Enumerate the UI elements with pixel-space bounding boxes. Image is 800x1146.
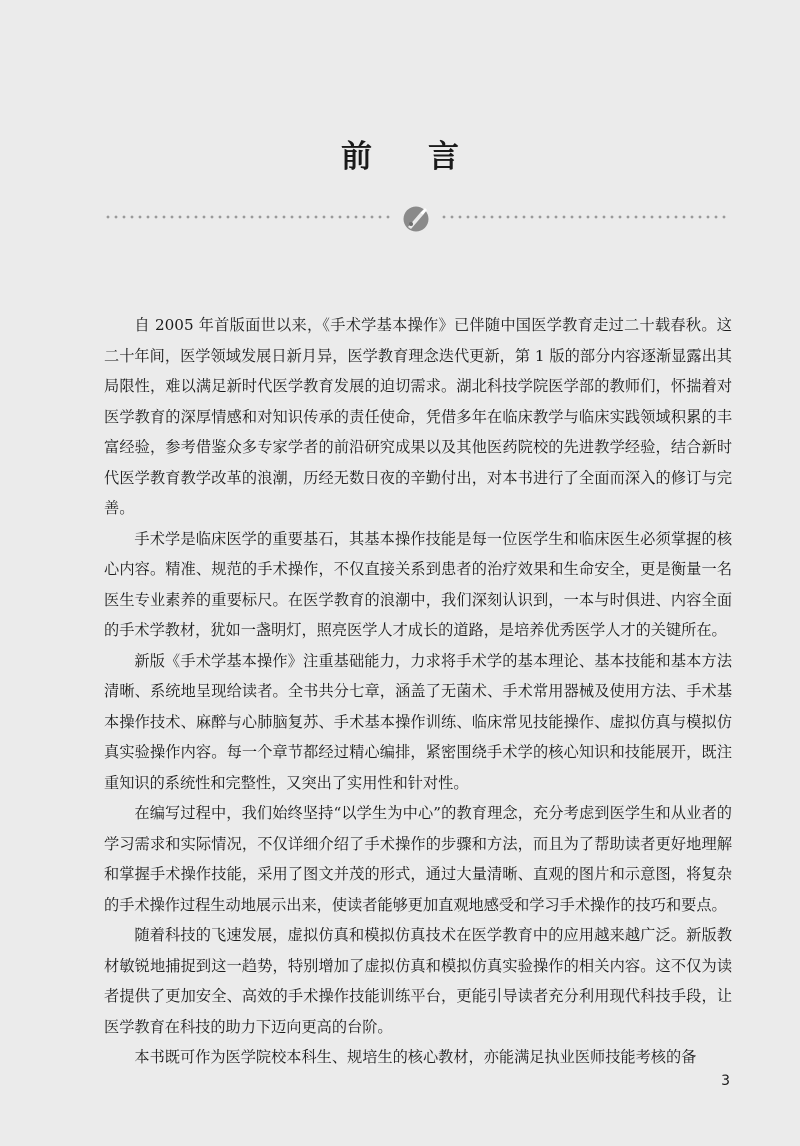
paragraph-5: 随着科技的飞速发展，虚拟仿真和模拟仿真技术在医学教育中的应用越来越广泛。新版教材敏锐地捕捉到这一趋势，特别增加了虚拟仿真和模拟仿真实验操作的相关内容。这不仅为读者提供了更加安全、高效的手术操作技能训练平台，更能引导读者充分利用现代科技手段，让医学教育在科技的助力下迈向更高的台阶。	[104, 926, 732, 1036]
paragraph-2: 手术学是临床医学的重要基石，其基本操作技能是每一位医学生和临床医生必须掌握的核心内容。精准、规范的手术操作，不仅直接关系到患者的治疗效果和生命安全，更是衡量一名医生专业素养的重要标尺。在医学教育的浪潮中，我们深刻认识到，一本与时俱进、内容全面的手术学教材，犹如一盏明灯，照亮医学人才成长的道路，是培养优秀医学人才的关键所在。	[104, 529, 732, 639]
paragraph-6: 本书既可作为医学院校本科生、规培生的核心教材，亦能满足执业医师技能考核的备	[134, 1048, 697, 1066]
paragraph-4: 在编写过程中，我们始终坚持“以学生为中心”的教育理念，充分考虑到医学生和从业者的学习需求和实际情况，不仅详细介绍了手术操作的步骤和方法，而且为了帮助读者更好地理解和掌握手术操作技能，采用了图文并茂的形式，通过大量清晰、直观的图片和示意图，将复杂的手术操作过程生动地展示出来，使读者能够更加直观地感受和学习手术操作的技巧和要点。	[104, 804, 732, 914]
preface-body	[104, 310, 732, 1073]
title-divider	[104, 202, 730, 232]
dotted-line-left	[104, 215, 394, 219]
paragraph-1: 自 2005 年首版面世以来，《手术学基本操作》已伴随中国医学教育走过二十载春秋。这二十年间，医学领域发展日新月异，医学教育理念迭代更新，第 1 版的部分内容逐渐显露出其局限性，难以满足新时代医学教育发展的迫切需求。湖北科技学院医学部的教师们，怀揣着对医学教育的深厚情感和对知识传承的责任使命，凭借多年在临床教学与临床实践领域积累的丰富经验，参考借鉴众多专家学者的前沿研究成果以及其他医药院校的先进教学经验，结合新时代医学教育教学改革的浪潮，历经无数日夜的辛勤付出，对本书进行了全面而深入的修订与完善。	[104, 316, 732, 517]
page-title: 前言	[341, 138, 515, 175]
paragraph-3: 新版《手术学基本操作》注重基础能力，力求将手术学的基本理论、基本技能和基本方法清晰、系统地呈现给读者。全书共分七章，涵盖了无菌术、手术常用器械及使用方法、手术基本操作技术、麻醉与心肺脑复苏、手术基本操作训练、临床常见技能操作、虚拟仿真与模拟仿真实验操作内容。每一个章节都经过精心编排，紧密围绕手术学的核心知识和技能展开，既注重知识的系统性和完整性，又突出了实用性和针对性。	[104, 651, 732, 792]
page-number: 3	[721, 1073, 730, 1089]
pen-nib-icon	[402, 205, 430, 233]
dotted-line-right	[440, 215, 730, 219]
